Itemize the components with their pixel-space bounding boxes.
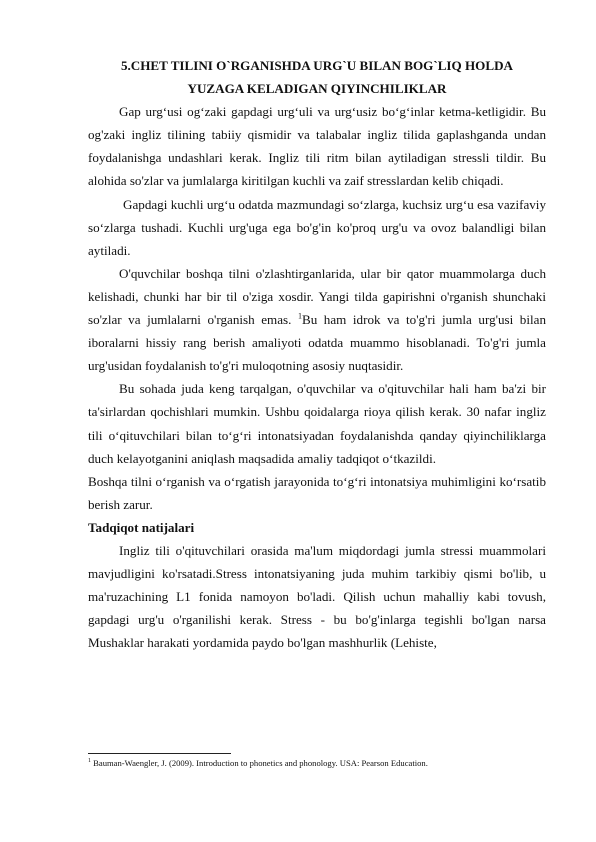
footnote-marker: 1 [297,311,302,321]
paragraph-3-part-b: Bu ham idrok va to'g'ri jumla urg'usi bilan iboralarni hissiy rang berish amaliyoti odatda muammo hisoblanadi. To'g'ri jumla urg'usidan foydalanish to'g'ri muloqotning asosiy nuqtasidir. [88,312,546,374]
paragraph-2: Gapdagi kuchli urg‘u odatda mazmundagi so‘zlarga, kuchsiz urg‘u esa vazifaviy so‘zlarga tushadi. Kuchli urg'uga ega bo'g'in ko'proq urg'u va ovoz balandligi bilan aytiladi. [88,196,546,258]
paragraph-1: Gap urg‘usi og‘zaki gapdagi urg‘uli va urg‘usiz bo‘g‘inlar ketma-ketligidir. Bu og'zaki ingliz tilining tabiiy qismidir va talabalar ingliz tilida gaplashganda undan foydalanishga undashlari kerak. Ingliz tili ritm bilan aytiladigan stressli tildir. Bu alohida so'zlar va jumlalarga kiritilgan kuchli va zaif stresslardan kelib chiqadi. [88,104,546,189]
footnote-number: 1 [88,758,91,765]
paragraph-5: Boshqa tilni o‘rganish va o‘rgatish jarayonida to‘g‘ri intonatsiya muhimligini ko‘rsatib berish zarur. [88,473,546,512]
footnote-text: Bauman-Waengler, J. (2009). Introduction to phonetics and phonology. USA: Pearson Education. [91,758,428,768]
paragraph-4: Bu sohada juda keng tarqalgan, o'quvchilar va o'qituvchilar hali ham ba'zi bir ta'sirlardan qochishlari mumkin. Ushbu qoidalarga rioya qilish kerak. 30 nafar ingliz tili o‘qituvchilari bilan to‘g‘ri intonatsiyadan foydalanishda qanday qiyinchiliklarga duch kelayotganini aniqlash maqsadida amaliy tadqiqot o‘tkazildi. [88,381,546,466]
paragraph-3-part-a: O'quvchilar boshqa tilni o'zlashtirganlarida, ular bir qator muammolarga duch kelishadi, chunki har bir til o'ziga xosdir. Yangi tilda gapirishni o'rganish shunchaki so'zlar va jumlalarni o'rganish emas. [88,265,546,328]
paragraph-6: Ingliz tili o'qituvchilari orasida ma'lum miqdordagi jumla stressi muammolari mavjudligini ko'rsatadi.Stress intonatsiyaning juda muhim tarkibiy qismi bo'lib, u ma'ruzachining L1 fonida namoyon bo'ladi. Qilish uchun mahalliy kabi tovush, gapdagi urg'u o'rganilishi kerak. Stress - bu bo'g'inlarga tegishli bo'lgan narsa Mushaklar harakati yordamida paydo bo'lgan mashhurlik (Lehiste, [88,542,546,651]
paragraph-3 [88,262,546,377]
section-heading: Tadqiqot natijalari [88,519,195,535]
footnote [88,758,546,769]
document-body [88,54,546,654]
footnote-divider [88,753,231,754]
title-line-1: 5.CHET TILINI O`RGANISHDA URG`U BILAN BOG`LIQ HOLDA [120,58,514,73]
title-line-2: YUZAGA KELADIGAN QIYINCHILIKLAR [187,81,447,97]
